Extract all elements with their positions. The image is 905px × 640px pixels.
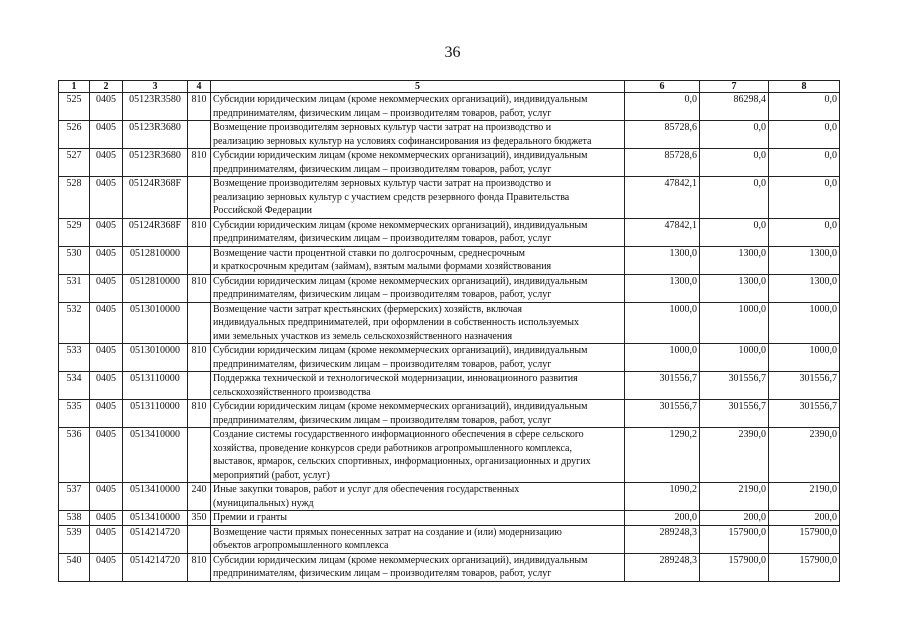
amount-col6-cell: 301556,7 [625, 372, 700, 400]
amount-col6-cell: 1000,0 [625, 344, 700, 372]
target-article-cell: 0514214720 [123, 553, 188, 581]
target-article-cell: 05123R3680 [123, 121, 188, 149]
table-row [59, 121, 840, 149]
amount-col7-cell: 0,0 [700, 218, 769, 246]
table-row [59, 177, 840, 219]
table-row [59, 218, 840, 246]
description-cell [211, 372, 625, 400]
description-line: Возмещение производителям зерновых культур части затрат на производство и [213, 178, 552, 189]
expense-type-cell [188, 372, 211, 400]
amount-col8-cell: 200,0 [769, 511, 840, 526]
amount-col6-cell: 200,0 [625, 511, 700, 526]
amount-col7-cell: 2390,0 [700, 428, 769, 483]
amount-col7-cell: 1300,0 [700, 246, 769, 274]
amount-col6-cell: 1300,0 [625, 274, 700, 302]
amount-col7-cell: 0,0 [700, 149, 769, 177]
description-line: Субсидии юридическим лицам (кроме некоммерческих организаций), индивидуальным [213, 94, 588, 105]
amount-col7-cell: 301556,7 [700, 372, 769, 400]
target-article-cell: 0513010000 [123, 344, 188, 372]
description-cell [211, 177, 625, 219]
description-line: (муниципальных) нужд [213, 497, 314, 509]
amount-col7-cell: 1300,0 [700, 274, 769, 302]
table-row [59, 246, 840, 274]
description-line: предпринимателям, физическим лицам – производителям товаров, работ, услуг [213, 414, 552, 426]
amount-col6-cell: 0,0 [625, 93, 700, 121]
description-line: реализацию зерновых культур с участием средств резервного фонда Правительства [213, 191, 570, 203]
column-header-4: 4 [188, 81, 211, 93]
expense-type-cell [188, 302, 211, 344]
description-line: Создание системы государственного информационного обеспечения в сфере сельского [213, 429, 584, 440]
description-line: предпринимателям, физическим лицам – производителям товаров, работ, услуг [213, 568, 552, 579]
amount-col8-cell: 0,0 [769, 93, 840, 121]
description-line: Иные закупки товаров, работ и услуг для обеспечения государственных [213, 484, 520, 495]
amount-col7-cell: 0,0 [700, 177, 769, 219]
description-line: реализацию зерновых культур на условиях софинансирования из федерального бюджета [213, 135, 592, 147]
table-row [59, 149, 840, 177]
row-number-cell: 537 [59, 483, 90, 511]
table-row [59, 511, 840, 526]
description-line: объектов агропромышленного комплекса [213, 540, 389, 551]
amount-col8-cell: 1000,0 [769, 302, 840, 344]
section-code-cell: 0405 [90, 400, 123, 428]
table-header-row [59, 81, 840, 93]
column-header-7: 7 [700, 81, 769, 93]
target-article-cell: 0513110000 [123, 400, 188, 428]
expense-type-cell: 810 [188, 400, 211, 428]
table-row [59, 302, 840, 344]
row-number-cell: 528 [59, 177, 90, 219]
table-row [59, 428, 840, 483]
description-line: Субсидии юридическим лицам (кроме некоммерческих организаций), индивидуальным [213, 275, 588, 287]
amount-col6-cell: 85728,6 [625, 121, 700, 149]
description-line: Российской Федерации [213, 205, 313, 216]
target-article-cell: 0512810000 [123, 246, 188, 274]
amount-col6-cell: 47842,1 [625, 177, 700, 219]
amount-col8-cell: 0,0 [769, 149, 840, 177]
section-code-cell: 0405 [90, 149, 123, 177]
row-number-cell: 527 [59, 149, 90, 177]
description-line: Субсидии юридическим лицам (кроме некоммерческих организаций), индивидуальным [213, 219, 588, 231]
target-article-cell: 0512810000 [123, 274, 188, 302]
description-line: предпринимателям, физическим лицам – производителям товаров, работ, услуг [213, 107, 552, 119]
row-number-cell: 533 [59, 344, 90, 372]
description-cell [211, 218, 625, 246]
table-body [59, 93, 840, 582]
amount-col6-cell: 85728,6 [625, 149, 700, 177]
description-cell [211, 553, 625, 581]
amount-col8-cell: 157900,0 [769, 553, 840, 581]
expense-type-cell: 810 [188, 344, 211, 372]
amount-col7-cell: 86298,4 [700, 93, 769, 121]
amount-col7-cell: 200,0 [700, 511, 769, 526]
amount-col8-cell: 1000,0 [769, 344, 840, 372]
description-cell [211, 246, 625, 274]
section-code-cell: 0405 [90, 177, 123, 219]
amount-col7-cell: 1000,0 [700, 344, 769, 372]
target-article-cell: 05124R368F [123, 218, 188, 246]
row-number-cell: 536 [59, 428, 90, 483]
target-article-cell: 0513110000 [123, 372, 188, 400]
description-cell [211, 525, 625, 553]
expense-type-cell: 810 [188, 553, 211, 581]
expense-type-cell: 240 [188, 483, 211, 511]
description-cell [211, 149, 625, 177]
expense-type-cell [188, 121, 211, 149]
expense-type-cell [188, 246, 211, 274]
section-code-cell: 0405 [90, 372, 123, 400]
description-line: выставок, ярмарок, сельских спортивных, информационных, организационных и других [213, 456, 591, 467]
expense-type-cell: 810 [188, 274, 211, 302]
amount-col7-cell: 0,0 [700, 121, 769, 149]
amount-col6-cell: 1290,2 [625, 428, 700, 483]
section-code-cell: 0405 [90, 511, 123, 526]
amount-col8-cell: 0,0 [769, 177, 840, 219]
description-line: Премии и гранты [213, 512, 288, 523]
expense-type-cell [188, 525, 211, 553]
section-code-cell: 0405 [90, 121, 123, 149]
description-line: предпринимателям, физическим лицам – производителям товаров, работ, услуг [213, 163, 552, 175]
amount-col6-cell: 47842,1 [625, 218, 700, 246]
expense-type-cell [188, 428, 211, 483]
row-number-cell: 539 [59, 525, 90, 553]
column-header-1: 1 [59, 81, 90, 93]
table-row [59, 483, 840, 511]
description-cell [211, 93, 625, 121]
table-row [59, 274, 840, 302]
target-article-cell: 0514214720 [123, 525, 188, 553]
description-line: Субсидии юридическим лицам (кроме некоммерческих организаций), индивидуальным [213, 554, 588, 566]
amount-col7-cell: 157900,0 [700, 553, 769, 581]
description-cell [211, 344, 625, 372]
description-line: сельскохозяйственного производства [213, 386, 371, 398]
target-article-cell: 0513410000 [123, 428, 188, 483]
section-code-cell: 0405 [90, 428, 123, 483]
description-cell [211, 400, 625, 428]
section-code-cell: 0405 [90, 93, 123, 121]
amount-col6-cell: 1300,0 [625, 246, 700, 274]
description-line: Возмещение производителям зерновых культур части затрат на производство и [213, 122, 552, 133]
expense-type-cell: 810 [188, 149, 211, 177]
description-line: Возмещение части прямых понесенных затрат на создание и (или) модернизацию [213, 526, 562, 538]
row-number-cell: 538 [59, 511, 90, 526]
amount-col8-cell: 1300,0 [769, 246, 840, 274]
description-line: Субсидии юридическим лицам (кроме некоммерческих организаций), индивидуальным [213, 401, 588, 412]
row-number-cell: 532 [59, 302, 90, 344]
column-header-3: 3 [123, 81, 188, 93]
amount-col6-cell: 289248,3 [625, 525, 700, 553]
section-code-cell: 0405 [90, 274, 123, 302]
budget-table [58, 80, 840, 582]
amount-col7-cell: 157900,0 [700, 525, 769, 553]
description-line: индивидуальных предпринимателей, при оформлении в собственность используемых [213, 317, 579, 328]
amount-col6-cell: 1000,0 [625, 302, 700, 344]
expense-type-cell: 350 [188, 511, 211, 526]
row-number-cell: 540 [59, 553, 90, 581]
expense-type-cell [188, 177, 211, 219]
row-number-cell: 525 [59, 93, 90, 121]
amount-col7-cell: 301556,7 [700, 400, 769, 428]
amount-col8-cell: 2190,0 [769, 483, 840, 511]
amount-col8-cell: 0,0 [769, 121, 840, 149]
expense-type-cell: 810 [188, 93, 211, 121]
row-number-cell: 534 [59, 372, 90, 400]
description-line: предпринимателям, физическим лицам – производителям товаров, работ, услуг [213, 289, 552, 300]
expense-type-cell: 810 [188, 218, 211, 246]
amount-col8-cell: 0,0 [769, 218, 840, 246]
page-number: 36 [444, 44, 461, 61]
section-code-cell: 0405 [90, 302, 123, 344]
description-line: Возмещение части затрат крестьянских (фермерских) хозяйств, включая [213, 303, 522, 315]
target-article-cell: 0513010000 [123, 302, 188, 344]
description-line: хозяйства, проведение конкурсов среди работников агропромышленного комплекса, [213, 442, 572, 454]
column-header-5: 5 [211, 81, 625, 93]
description-line: предпринимателям, физическим лицам – производителям товаров, работ, услуг [213, 358, 552, 370]
amount-col8-cell: 157900,0 [769, 525, 840, 553]
amount-col8-cell: 2390,0 [769, 428, 840, 483]
description-cell [211, 483, 625, 511]
description-line: и краткосрочным кредитам (займам), взятым малыми формами хозяйствования [213, 261, 552, 272]
table-row [59, 93, 840, 121]
target-article-cell: 05124R368F [123, 177, 188, 219]
description-cell [211, 274, 625, 302]
target-article-cell: 05123R3580 [123, 93, 188, 121]
description-line: Возмещение части процентной ставки по долгосрочным, среднесрочным [213, 247, 526, 259]
section-code-cell: 0405 [90, 218, 123, 246]
table-row [59, 553, 840, 581]
target-article-cell: 05123R3680 [123, 149, 188, 177]
amount-col8-cell: 1300,0 [769, 274, 840, 302]
row-number-cell: 535 [59, 400, 90, 428]
row-number-cell: 529 [59, 218, 90, 246]
description-cell [211, 428, 625, 483]
description-line: Поддержка технической и технологической модернизации, инновационного развития [213, 373, 578, 384]
row-number-cell: 530 [59, 246, 90, 274]
section-code-cell: 0405 [90, 553, 123, 581]
amount-col7-cell: 2190,0 [700, 483, 769, 511]
table-row [59, 344, 840, 372]
section-code-cell: 0405 [90, 246, 123, 274]
column-header-6: 6 [625, 81, 700, 93]
description-line: Субсидии юридическим лицам (кроме некоммерческих организаций), индивидуальным [213, 345, 588, 356]
amount-col6-cell: 1090,2 [625, 483, 700, 511]
section-code-cell: 0405 [90, 483, 123, 511]
description-cell [211, 511, 625, 526]
amount-col6-cell: 289248,3 [625, 553, 700, 581]
table-row [59, 372, 840, 400]
description-line: Субсидии юридическим лицам (кроме некоммерческих организаций), индивидуальным [213, 150, 588, 161]
row-number-cell: 526 [59, 121, 90, 149]
target-article-cell: 0513410000 [123, 483, 188, 511]
description-line: ими земельных участков из земель сельскохозяйственного назначения [213, 330, 513, 342]
row-number-cell: 531 [59, 274, 90, 302]
column-header-2: 2 [90, 81, 123, 93]
section-code-cell: 0405 [90, 525, 123, 553]
target-article-cell: 0513410000 [123, 511, 188, 526]
amount-col8-cell: 301556,7 [769, 400, 840, 428]
column-header-8: 8 [769, 81, 840, 93]
description-cell [211, 302, 625, 344]
description-line: предпринимателям, физическим лицам – производителям товаров, работ, услуг [213, 233, 552, 244]
table-row [59, 525, 840, 553]
description-line: мероприятий (работ, услуг) [213, 469, 330, 481]
amount-col8-cell: 301556,7 [769, 372, 840, 400]
section-code-cell: 0405 [90, 344, 123, 372]
table-row [59, 400, 840, 428]
amount-col7-cell: 1000,0 [700, 302, 769, 344]
amount-col6-cell: 301556,7 [625, 400, 700, 428]
description-cell [211, 121, 625, 149]
